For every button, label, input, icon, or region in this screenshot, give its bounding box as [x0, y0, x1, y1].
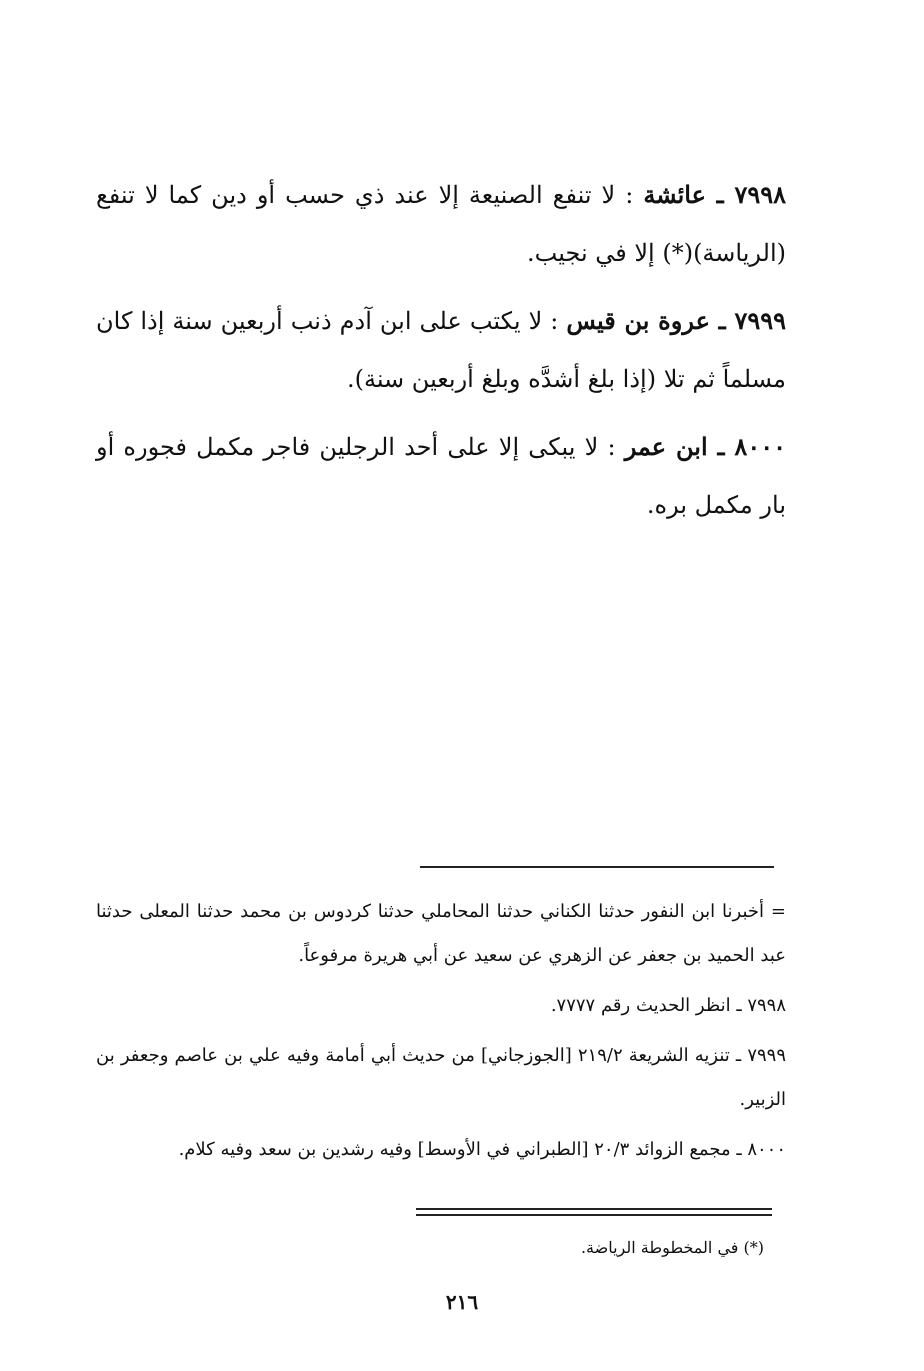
entry-number: ٧٩٩٩ — [734, 306, 786, 335]
entry-number: ٨٠٠٠ — [734, 432, 786, 461]
entry-separator: ـ — [709, 306, 735, 335]
footnote-8000: ٨٠٠٠ ـ مجمع الزوائد ٢٠/٣ [الطبراني في الأوسط] وفيه رشدين بن سعد وفيه كلام. — [178, 1139, 786, 1160]
double-divider — [416, 1208, 772, 1216]
entry-8000 — [96, 418, 786, 534]
entry-text: : لا يبكى إلا على أحد الرجلين فاجر مكمل فجوره أو بار مكمل بره. — [96, 433, 786, 519]
footnote-7998: ٧٩٩٨ ـ انظر الحديث رقم ٧٧٧٧. — [550, 995, 786, 1016]
entry-separator: ـ — [705, 180, 735, 209]
footnotes — [96, 890, 786, 1178]
main-text — [96, 166, 786, 544]
footnote-7999: ٧٩٩٩ ـ تنزيه الشريعة ٢١٩/٢ [الجوزجاني] من حديث أبي أمامة وفيه علي بن عاصم وجعفر بن الزبير. — [96, 1045, 786, 1110]
entry-7999 — [96, 292, 786, 408]
entry-number: ٧٩٩٨ — [734, 180, 786, 209]
entry-text: : لا تنفع الصنيعة إلا عند ذي حسب أو دين كما لا تنفع (الرياسة)(*) إلا في نجيب. — [96, 181, 786, 267]
footnote-divider — [420, 866, 774, 868]
entry-narrator: عروة بن قيس — [566, 306, 710, 335]
entry-narrator: عائشة — [643, 180, 706, 209]
entry-separator: ـ — [707, 432, 735, 461]
entry-text: : لا يكتب على ابن آدم ذنب أربعين سنة إذا كان مسلماً ثم تلا (إذا بلغ أشدَّه وبلغ أربعين سنة). — [96, 307, 786, 393]
page-number: ٢١٦ — [445, 1290, 479, 1314]
footnote-continuation: = أخبرنا ابن النفور حدثنا الكناني حدثنا المحاملي حدثنا كردوس بن محمد حدثنا المعلى حدثنا عبد الحميد بن جعفر عن الزهري عن سعيد عن أبي هريرة مرفوعاً. — [96, 901, 786, 966]
entry-narrator: ابن عمر — [624, 432, 708, 461]
entry-7998 — [96, 166, 786, 282]
manuscript-note: (*) في المخطوطة الرياضة. — [580, 1238, 764, 1257]
